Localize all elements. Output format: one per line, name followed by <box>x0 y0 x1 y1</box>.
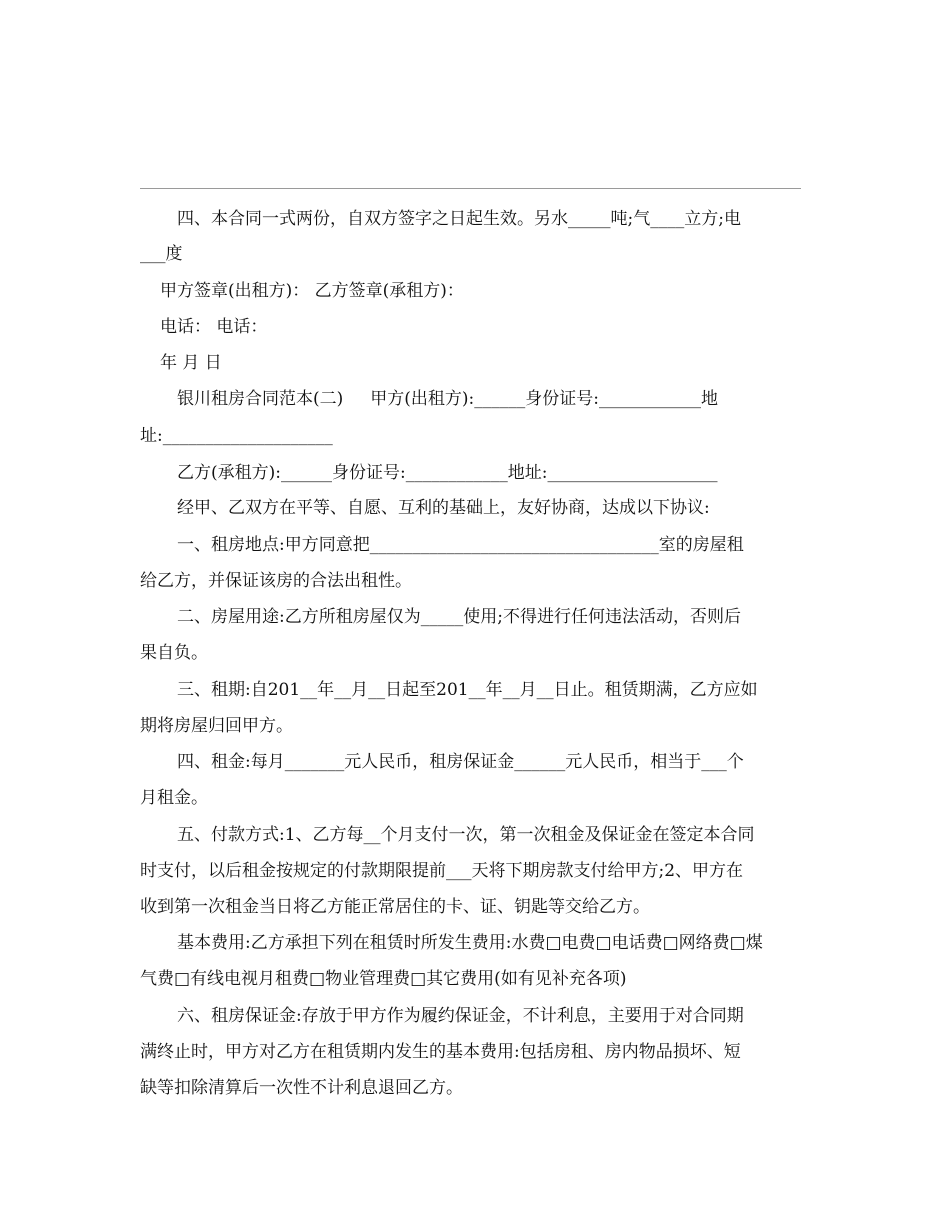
clause-4b-line-2: 月租金。 <box>140 788 208 808</box>
fees-line-2: 气费□有线电视月租费□物业管理费□其它费用(如有见补充各项) <box>140 969 627 989</box>
clause-4-line-2: ___度 <box>140 244 183 264</box>
party-b-line: 乙方(承租方):______身份证号:____________地址:____________________ <box>177 463 718 483</box>
clause-2-line-2: 果自负。 <box>140 643 208 663</box>
contract-title-line: 银川租房合同范本(二) 甲方(出租方):______身份证号:____________地 <box>177 389 719 409</box>
phone-line: 电话： 电话： <box>160 317 268 337</box>
clause-3-line-1: 三、租期:自201__年__月__日起至201__年__月__日止。租赁期满，乙方应如 <box>177 680 758 700</box>
party-a-address-line: 址:____________________ <box>140 426 333 446</box>
clause-5-line-3: 收到第一次租金当日将乙方能正常居住的卡、证、钥匙等交给乙方。 <box>140 897 650 917</box>
clause-4-line-1: 四、本合同一式两份，自双方签字之日起生效。另水_____吨;气____立方;电 <box>177 209 741 229</box>
clause-6-line-1: 六、租房保证金:存放于甲方作为履约保证金，不计利息，主要用于对合同期 <box>177 1006 744 1026</box>
clause-1-line-2: 给乙方，并保证该房的合法出租性。 <box>140 571 412 591</box>
clause-5-line-2: 时支付，以后租金按规定的付款期限提前___天将下期房款支付给甲方;2、甲方在 <box>140 861 744 881</box>
clause-6-line-3: 缺等扣除清算后一次性不计利息退回乙方。 <box>140 1078 463 1098</box>
clause-6-line-2: 满终止时，甲方对乙方在租赁期内发生的基本费用:包括房租、房内物品损坏、短 <box>140 1042 741 1062</box>
signature-line: 甲方签章(出租方)： 乙方签章(承租方)： <box>160 281 464 301</box>
fees-line-1: 基本费用:乙方承担下列在租赁时所发生费用:水费□电费□电话费□网络费□煤 <box>177 933 763 953</box>
clause-4b-line-1: 四、租金:每月_______元人民币，租房保证金______元人民币，相当于___个 <box>177 752 744 772</box>
clause-5-line-1: 五、付款方式:1、乙方每__个月支付一次，第一次租金及保证金在签定本合同 <box>177 825 755 845</box>
clause-1-line-1: 一、租房地点:甲方同意把__________________________________室的房屋租 <box>177 535 744 555</box>
date-line: 年 月 日 <box>160 353 222 373</box>
clause-2-line-1: 二、房屋用途:乙方所租房屋仅为_____使用;不得进行任何违法活动，否则后 <box>177 607 741 627</box>
intro-line: 经甲、乙双方在平等、自愿、互利的基础上，友好协商，达成以下协议: <box>177 498 710 518</box>
clause-3-line-2: 期将房屋归回甲方。 <box>140 716 293 736</box>
header-divider <box>140 188 801 189</box>
